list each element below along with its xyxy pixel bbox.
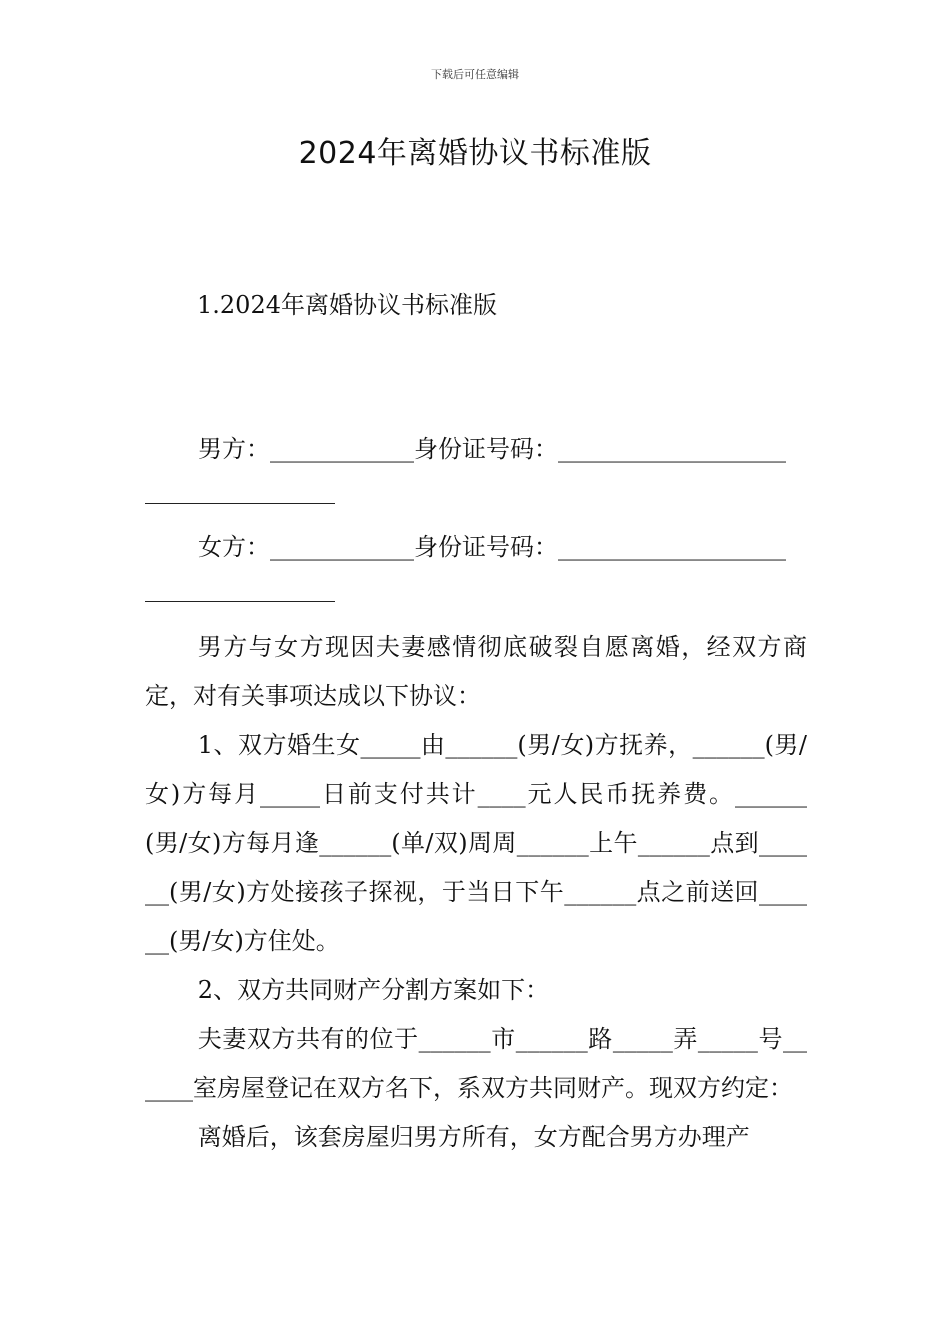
property-description-paragraph: 夫妻双方共有的位于______市______路_____弄_____号______室房屋登记在双方名下，系双方共同财产。现双方约定： xyxy=(145,1025,807,1102)
female-id-label: 身份证号码： xyxy=(414,533,558,561)
agreement-body xyxy=(145,623,807,1162)
female-name-blank: ____________ xyxy=(270,533,414,561)
agreement-intro-paragraph: 男方与女方现因夫妻感情彻底破裂自愿离婚，经双方商定，对有关事项达成以下协议： xyxy=(145,633,807,710)
female-id-blank: ___________________ xyxy=(558,533,786,561)
property-allocation-paragraph: 离婚后，该套房屋归男方所有，女方配合男方办理产 xyxy=(197,1123,750,1151)
property-clause-heading: 2、双方共同财产分割方案如下： xyxy=(197,976,550,1004)
underline-blank xyxy=(145,577,335,602)
custody-clause-paragraph: 1、双方婚生女_____由______(男/女)方抚养，______(男/女)方每月_____日前支付共计____元人民币抚养费。______(男/女)方每月逢______(单/双)周周______上午______点到______(男/女)方处接孩子探视，于当日下午______点之前送回______(男/女)方住处。 xyxy=(145,731,807,955)
male-label: 男方： xyxy=(198,435,270,463)
party-info-block xyxy=(145,425,807,621)
female-id-blank-continued xyxy=(145,572,807,621)
female-label: 女方： xyxy=(198,533,270,561)
section-heading: 1.2024年离婚协议书标准版 xyxy=(197,291,497,319)
male-name-blank: ____________ xyxy=(270,435,414,463)
male-party-row xyxy=(145,425,807,474)
male-id-blank-continued xyxy=(145,474,807,523)
underline-blank xyxy=(145,479,335,504)
male-id-label: 身份证号码： xyxy=(414,435,558,463)
header-note: 下载后可任意编辑 xyxy=(431,68,519,81)
male-id-blank: ___________________ xyxy=(558,435,786,463)
female-party-row xyxy=(145,523,807,572)
document-title: 2024年离婚协议书标准版 xyxy=(298,136,652,171)
